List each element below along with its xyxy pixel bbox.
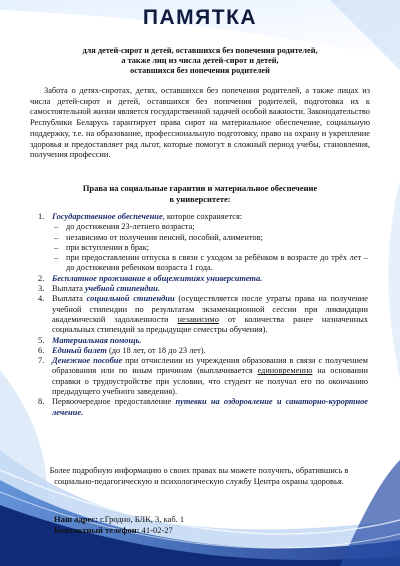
item-text: Выплата bbox=[52, 294, 87, 304]
item-number: 4. bbox=[38, 294, 45, 304]
item-title: Бесплатное проживание в общежитиях университета. bbox=[52, 273, 263, 283]
item-text: от количества ранее назначенных социальных стипендий за предыдущие семестры обучения). bbox=[52, 314, 369, 335]
list-item bbox=[30, 397, 368, 418]
item-number: 8. bbox=[38, 397, 45, 407]
underlined-text: единовременно bbox=[257, 366, 313, 376]
item-title: учебной стипендии. bbox=[84, 284, 160, 294]
list-item bbox=[30, 294, 368, 335]
item-title: Государственное обеспечение bbox=[52, 212, 163, 221]
list-item bbox=[30, 212, 368, 274]
list-item bbox=[30, 274, 368, 284]
subtitle-line: оставшихся без попечения родителей bbox=[130, 66, 270, 76]
item-title: путевки на оздоровление и санаторно-курортное лечение. bbox=[52, 397, 368, 417]
item-title: Материальная помощь. bbox=[52, 335, 142, 345]
address-value: г.Гродно, БЛК, 3, каб. 1 bbox=[97, 514, 185, 524]
item-text: (осуществляется после утраты права на получение учебной стипендии по результатам экзаменационной сессии при ликвидации академической задолженности bbox=[52, 294, 368, 324]
rights-list bbox=[30, 212, 368, 418]
item-number: 2. bbox=[38, 273, 45, 283]
item-number: 6. bbox=[38, 345, 45, 355]
phone-value: 41-02-27 bbox=[139, 525, 173, 535]
item-text: Первоочередное предоставление bbox=[52, 397, 176, 407]
item-text: (до 18 лет, от 18 до 23 лет). bbox=[106, 345, 206, 355]
item-number: 3. bbox=[38, 284, 45, 294]
subtitle-line: для детей-сирот и детей, оставшихся без попечения родителей, bbox=[82, 46, 318, 55]
rights-heading bbox=[40, 183, 360, 205]
more-info-paragraph: Более подробную информацию о своих правах вы можете получить, обратившись в социально-педагогическую и психологическую службу Центра охраны здоровья. bbox=[49, 466, 349, 486]
rights-heading-line: Права на социальные гарантии и материальное обеспечение bbox=[82, 183, 318, 193]
list-item bbox=[30, 356, 368, 397]
item-title: Денежное пособие bbox=[52, 356, 123, 366]
address-line bbox=[54, 514, 314, 525]
item-title: Единый билет bbox=[52, 345, 107, 355]
phone-line bbox=[54, 525, 314, 536]
address-label: Наш адрес: bbox=[54, 514, 98, 524]
list-item bbox=[30, 346, 368, 356]
item-title: социальной стипендии bbox=[86, 294, 175, 304]
sub-item: – до достижения 23-летнего возраста; bbox=[52, 222, 368, 232]
item-text: , которое сохраняется: bbox=[162, 212, 243, 221]
list-item bbox=[30, 336, 368, 346]
sub-list bbox=[52, 222, 368, 273]
underlined-text: независимо bbox=[177, 314, 219, 324]
item-text: Выплата bbox=[52, 284, 85, 294]
item-text: на основании справки о трудоустройстве при условии, что студент не получал его по окончанию предыдущего учебного заведения). bbox=[52, 366, 368, 397]
item-text: при отчислении из учреждения образования в связи с получением образования или по иным причинам (выплачивается bbox=[52, 356, 368, 376]
intro-paragraph: Забота о детях-сиротах, детях, оставшихся без попечения родителей, а также лицах из числа детей-сирот и детей, оставшихся без попечения родителей, подготовка их к самостоятельной жизни является государственной задачей особой важности. Законодательство Республики Беларусь гарантирует права сирот на материальное обеспечение, социальную поддержку, т.е. на образование, профессиональную подготовку, право на охрану и укрепление здоровья и предоставляет ряд льгот, которые помогут в сложный период учебы, становления, получения профессии. bbox=[30, 86, 370, 160]
phone-label: Контактный телефон: bbox=[54, 525, 140, 535]
subtitle-line: а также лиц из числа детей-сирот и детей, bbox=[121, 56, 279, 66]
item-number: 5. bbox=[38, 335, 45, 345]
subtitle bbox=[40, 46, 360, 77]
item-number: 7. bbox=[38, 356, 45, 366]
sub-item: – при предоставлении отпуска в связи с уходом за ребёнком в возрасте до трёх лет – до достижения ребенком возраста 1 года. bbox=[52, 253, 368, 274]
sub-item: – независимо от получения пенсий, пособий, алиментов; bbox=[52, 233, 368, 243]
list-item bbox=[30, 284, 368, 294]
contact-block bbox=[54, 514, 314, 536]
item-number: 1. bbox=[38, 212, 45, 221]
sub-item: – при вступлении в брак; bbox=[52, 243, 368, 253]
page-title: ПАМЯТКА bbox=[142, 6, 258, 29]
rights-heading-line: в университете: bbox=[169, 194, 231, 204]
